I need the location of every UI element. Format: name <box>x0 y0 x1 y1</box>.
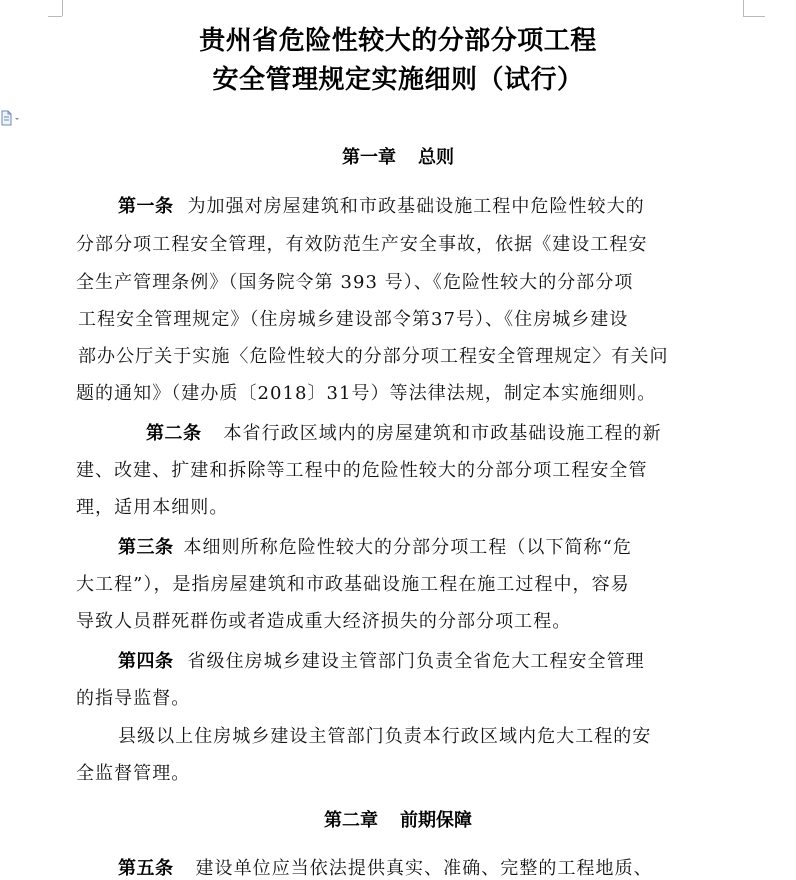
article-text-line: 县级以上住房城乡建设主管部门负责本行政区域内危大工程的安 <box>118 726 652 747</box>
crop-mark-top-right <box>743 16 765 17</box>
crop-mark-top-left <box>48 16 62 17</box>
article-text-line: 分部分项工程安全管理，有效防范生产安全事故，依据《建设工程安 <box>76 234 648 255</box>
article-label: 第五条 <box>118 858 174 879</box>
article-text-line: 为加强对房屋建筑和市政基础设施工程中危险性较大的 <box>187 196 645 217</box>
article-text-line: 建、改建、扩建和拆除等工程中的危险性较大的分部分项工程安全管 <box>76 460 648 481</box>
article-text-line: 建设单位应当依法提供真实、准确、完整的工程地质、 <box>195 858 653 879</box>
article-text-line: 全监督管理。 <box>76 763 191 784</box>
chapter-heading <box>0 806 796 832</box>
article-text-line: 工程安全管理规定》（住房城乡建设部令第37号）、《住房城乡建设 <box>78 309 629 330</box>
chapter-name: 前期保障 <box>400 810 472 831</box>
article-text-line: 理，适用本细则。 <box>76 497 229 518</box>
article-label: 第二条 <box>146 423 202 444</box>
chapter-number: 第二章 <box>324 810 378 831</box>
crop-mark-top-left <box>62 0 63 16</box>
document-icon[interactable] <box>0 110 22 126</box>
document-title-line-1: 贵州省危险性较大的分部分项工程 <box>199 26 597 56</box>
crop-mark-top-right <box>743 0 744 16</box>
article-label: 第四条 <box>118 651 174 672</box>
article-text-line: 全生产管理条例》（国务院令第 393 号）、《危险性较大的分部分项 <box>76 272 634 293</box>
article-text-line: 本省行政区域内的房屋建筑和市政基础设施工程的新 <box>223 423 662 444</box>
article-text-line: 的指导监督。 <box>76 688 191 709</box>
article-text-line: 省级住房城乡建设主管部门负责全省危大工程安全管理 <box>187 651 645 672</box>
article-label: 第一条 <box>118 196 174 217</box>
article-text-line: 导致人员群死群伤或者造成重大经济损失的分部分项工程。 <box>76 611 572 632</box>
document-title-line-2: 安全管理规定实施细则（试行） <box>212 65 584 95</box>
chapter-heading <box>0 143 796 169</box>
article-label: 第三条 <box>118 537 174 558</box>
article-text-line: 部办公厅关于实施〈危险性较大的分部分项工程安全管理规定〉有关问 <box>78 346 669 367</box>
chapter-number: 第一章 <box>342 147 396 168</box>
article-text-line: 题的通知》（建办质〔2018〕31号）等法律法规，制定本实施细则。 <box>76 383 657 404</box>
article-text-line: 本细则所称危险性较大的分部分项工程（以下简称“危 <box>183 537 632 558</box>
article-text-line: 大工程”），是指房屋建筑和市政基础设施工程在施工过程中，容易 <box>76 574 630 595</box>
chapter-name: 总则 <box>418 147 454 168</box>
